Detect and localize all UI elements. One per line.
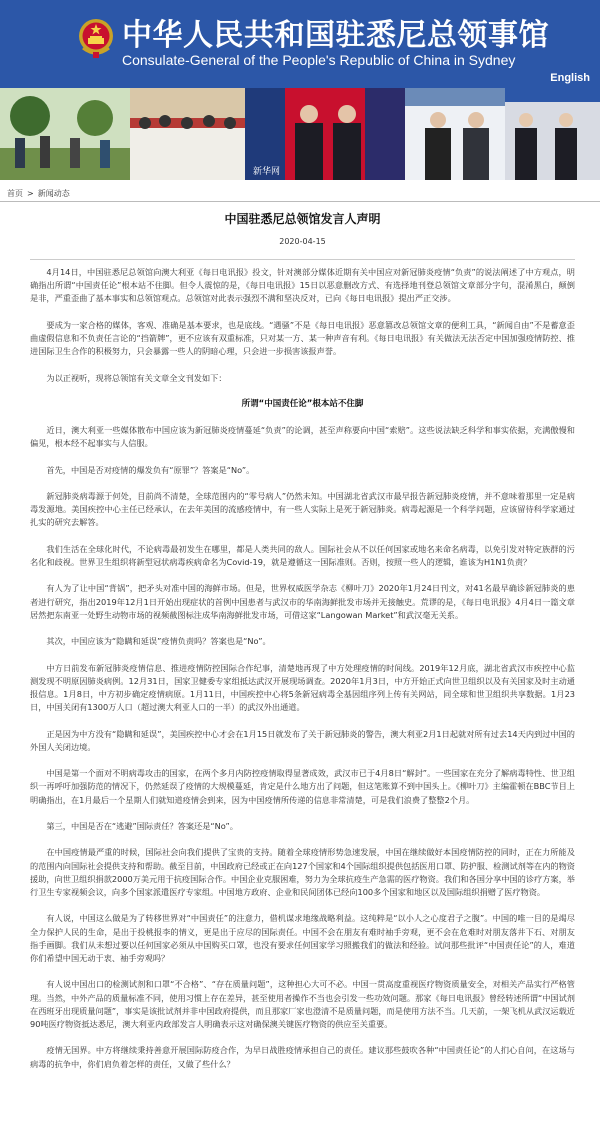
paragraph: 4月14日，中国驻悉尼总领馆向澳大利亚《每日电讯报》投文，针对澳部分媒体近期有关中国应对新冠肺炎疫情“负责”的说法阐述了中方观点，明确指出所谓“中国责任论”根本站不住脚。但令人震惊的是，《每日电讯报》15日以恶意删改方式、有选择地刊登总领馆文章部分字句，混淆黑白，颠倒是非，严重歪曲了基本事实和总领馆观点。总领馆对此表示强烈不满和坚决反对，已向《每日电讯报》提出严正交涉。 xyxy=(30,267,575,304)
breadcrumb-section[interactable]: 新闻动态 xyxy=(37,189,70,198)
breadcrumb-divider xyxy=(0,201,600,202)
photo-students xyxy=(130,88,245,180)
photo-conference xyxy=(405,88,505,180)
breadcrumb xyxy=(7,188,74,199)
paragraph: 正是因为中方没有“隐瞒和延误”，美国疾控中心才会在1月15日就发布了关于新冠肺炎的警告，澳大利亚2月1日起就对所有过去14天内到过中国的外国人关闭边境。 xyxy=(30,728,575,752)
paragraph: 中国是第一个面对不明病毒攻击的国家，在两个多月内防控疫情取得显著成效，武汉市已于4月8日“解封”。一些国家在充分了解病毒特性、世卫组织一再呼吁加强防范的情况下，仍然延误了疫情的大规模蔓延，肯定是什么地方出了问题，但这笔账算不到中国头上。《柳叶刀》主编霍顿在BBC节目上明确指出，在1月最后一个星期人们就知道疫情会到来，因为中国疫情所传递的信息非常清楚，可是我们浪费了整整2个月。 xyxy=(30,768,575,805)
paragraph: 要成为一家合格的媒体，客观、准确是基本要求，也是底线。“遇骚”不是《每日电讯报》恶意篡改总领馆文章的便利工具，“新闻自由”不是蓄意歪曲虚假信息和不负责任言论的“挡箭牌”，更不应该有双重标准，只对某一方、某一种声音有利。《每日电讯报》有关做法无法否定中国加强疫情防控、推进国际卫生合作的积极努力，只会暴露一些人的阴暗心理，只会进一步损害该报声誉。 xyxy=(30,319,575,357)
paragraph: 有人说中国出口的检测试剂和口罩“不合格”、“存在质量问题”，这种担心大可不必。中国一贯高度重视医疗物资质量安全，对相关产品实行严格管理。当然，中外产品的质量标准不同，使用习惯上存在差异，甚至使用者操作不当也会引发一些功效问题。那家《每日电讯报》曾经转述所谓“中国试剂在西班牙出现质量问题”，事实是该批试剂并非中国政府提供，而且那家厂家也澄清不是质量问题，而是使用方法不当。几天前，一架飞机从武汉运载近90吨医疗物资抵达悉尼，澳大利亚内政部发言人明确表示这对确保澳关键医疗物资的供应至关重要。 xyxy=(30,979,575,1029)
photo-caption: 新华网 xyxy=(253,167,281,177)
photo-banner xyxy=(0,88,600,180)
site-title-en: Consulate-General of the People's Republic of China in Sydney xyxy=(122,52,516,68)
article xyxy=(30,210,575,1084)
national-emblem-icon xyxy=(77,16,115,60)
english-link[interactable]: English xyxy=(550,72,590,84)
breadcrumb-separator: > xyxy=(27,189,34,198)
paragraph: 有人说，中国这么做是为了转移世界对“中国责任”的注意力，借机谋求地缘战略利益。这纯粹是“以小人之心度君子之腹”。中国的唯一目的是竭尽全力保护人民的生命，是出于投桃报李的情义，更是出于应尽的国际责任。中国不会在朋友有难时袖手旁观，更不会在危难时对朋友落井下石、对朋友指手画脚。我们从未想过要以任何国家必须从中国购买口罩，也没有要求任何国家学习照搬我们的做法和经验。试问那些批评“中国责任论”的人，难道你们希望中国无动于衷、袖手旁观吗？ xyxy=(30,913,575,963)
paragraph: 新冠肺炎病毒源于何处，目前尚不清楚，全球范围内的“零号病人”仍然未知。中国湖北省武汉市最早报告新冠肺炎疫情，并不意味着那里一定是病毒发源地。美国疾控中心主任已经承认，在去年美国的流感疫情中，有一些人实际上是死于新冠肺炎。病毒起源是一个科学问题，应该留待科学家通过扎实的研究去解答。 xyxy=(30,490,575,528)
paragraph: 有人为了让中国“背锅”，把矛头对准中国的海鲜市场。但是，世界权威医学杂志《柳叶刀》2020年1月24日刊文，对41名最早确诊新冠肺炎的患者进行研究，指出2019年12月1日开始出现症状的首例中国患者与武汉市的华南海鲜批发市场并无接触史。荒谬的是，《每日电讯报》4月4日一篇文章居然把东南亚一处野生动物市场的视频截图标注成华南海鲜批发市场，可借这家“Langowan Market”和武汉毫无关系。 xyxy=(30,583,575,620)
article-body xyxy=(30,266,575,1071)
paragraph: 在中国疫情最严重的时候，国际社会向我们提供了宝贵的支持。随着全球疫情形势急速发展，中国在继续做好本国疫情防控的同时，正在力所能及的范围内向国际社会提供支持和帮助。截至目前，中国政府已经或正在向127个国家和4个国际组织提供包括医用口罩、防护服、检测试剂等在内的物资援助，向世卫组织捐款2000万美元用于抗疫国际合作。中国企业克服困难，努力为全球抗疫生产急需的医疗物资。我们和各国分享中国的诊疗方案，举行卫生专家视频会议，向多个国家派遣医疗专家组。中国地方政府、企业和民间团体已经向100多个国家和地区以及国际组织捐赠了医疗物资。 xyxy=(30,847,575,897)
site-title-cn: 中华人民共和国驻悉尼总领事馆 xyxy=(122,18,549,53)
photo-officials xyxy=(505,88,600,180)
paragraph: 中方日前发布新冠肺炎疫情信息、推进疫情防控国际合作纪事，清楚地再现了中方处理疫情的时间线。2019年12月底，湖北省武汉市疾控中心监测发现不明原因肺炎病例。12月31日，国家卫健委专家组抵达武汉开展现场调查。2020年1月3日，中方开始正式向世卫组织以及有关国家及时主动通报信息。1月8日，中方初步确定疫情病原。1月11日，中国疾控中心将5条新冠病毒全基因组序列上传有关网站，同全球和世卫组织共享数据。1月23日，中国关闭有1300万人口（超过澳大利亚人口的一半）的武汉外出通道。 xyxy=(30,662,575,713)
photo-garden xyxy=(0,88,130,180)
article-subtitle: 所谓“中国责任论”根本站不住脚 xyxy=(241,398,364,409)
paragraph: 首先，中国是否对疫情的爆发负有“原罪”？答案是“No”。 xyxy=(46,464,255,475)
site-header xyxy=(0,0,600,88)
paragraph: 我们生活在全球化时代，不论病毒最初发生在哪里，都是人类共同的敌人。国际社会从不以任何国家或地名来命名病毒，以免引发对特定族群的污名化和歧视。世界卫生组织将新型冠状病毒疾病命名为Covid-19，就是遵循这一国际准则。否则，按照一些人的逻辑，谁该为H1N1负责？ xyxy=(30,543,575,567)
paragraph: 其次，中国应该为“隐瞒和延误”疫情负责吗？答案也是“No”。 xyxy=(46,636,271,647)
breadcrumb-home[interactable]: 首页 xyxy=(7,189,23,198)
article-date: 2020-04-15 xyxy=(279,237,326,246)
paragraph: 第三，中国是否在“逃避”国际责任？答案还是“No”。 xyxy=(46,820,238,831)
paragraph: 为以正视听，现将总领馆有关文章全文刊发如下： xyxy=(46,372,227,383)
photo-leaders-meeting xyxy=(245,88,405,180)
title-divider xyxy=(30,259,575,260)
article-title: 中国驻悉尼总领馆发言人声明 xyxy=(224,212,381,226)
paragraph: 近日，澳大利亚一些媒体散布中国应该为新冠肺炎疫情蔓延“负责”的论调，甚至声称要向中国“索赔”。这些说法缺乏科学和事实依据，充满傲慢和偏见，根本经不起事实与人信服。 xyxy=(30,424,575,449)
paragraph: 疫情无国界。中方将继续秉持善意开展国际防疫合作，为早日战胜疫情承担自己的责任。建议那些鼓吹各种“中国责任论”的人扪心自问，在这场与病毒的抗争中，你们肩负着怎样的责任，又做了些什么？ xyxy=(30,1045,575,1069)
